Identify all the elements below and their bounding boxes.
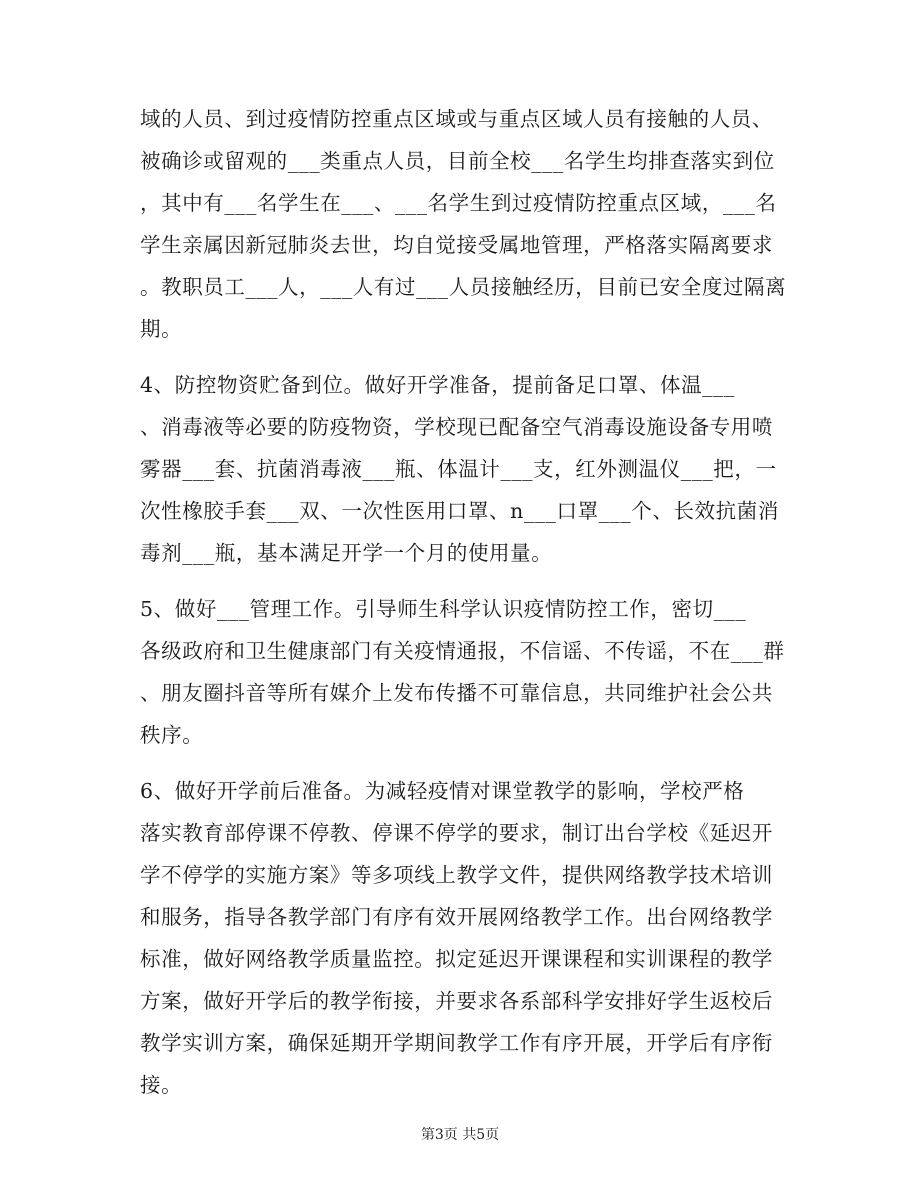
text-line: 秩序。 — [140, 723, 204, 747]
text-line: 标准，做好网络教学质量监控。拟定延迟开课课程和实训课程的教学 — [140, 947, 773, 971]
text-line: 被确诊或留观的___类重点人员，目前全校___名学生均排查落实到位 — [140, 149, 775, 173]
text-line: 雾器___套、抗菌消毒液___瓶、体温计___支，红外测温仪___把，一 — [140, 457, 777, 481]
paragraph — [140, 98, 787, 350]
text-line: 接。 — [140, 1073, 183, 1097]
text-line: 各级政府和卫生健康部门有关疫情通报，不信谣、不传谣，不在___群 — [140, 639, 785, 663]
text-line: 学不停学的实施方案》等多项线上教学文件，提供网络教学技术培训 — [140, 863, 773, 887]
text-line: 6、做好开学前后准备。为减轻疫情对课堂教学的影响，学校严格 — [140, 779, 745, 803]
text-line: 4、防控物资贮备到位。做好开学准备，提前备足口罩、体温___ — [140, 373, 735, 397]
text-line: 学生亲属因新冠肺炎去世，均自觉接受属地管理，严格落实隔离要求 — [140, 233, 773, 257]
text-line: 教学实训方案，确保延期开学期间教学工作有序开展，开学后有序衔 — [140, 1031, 773, 1055]
text-line: ，其中有___名学生在___、___名学生到过疫情防控重点区域，___名 — [140, 191, 777, 215]
paragraph — [140, 588, 785, 756]
text-line: 域的人员、到过疫情防控重点区域或与重点区域人员有接触的人员、 — [140, 107, 773, 131]
text-line: 、消毒液等必要的防疫物资，学校现已配备空气消毒设施设备专用喷 — [140, 415, 773, 439]
text-line: 次性橡胶手套___双、一次性医用口罩、n___口罩___个、长效抗菌消 — [140, 499, 779, 523]
text-line: 。教职员工___人，___人有过___人员接触经历，目前已安全度过隔离 — [140, 275, 787, 299]
text-line: 落实教育部停课不停教、停课不停学的要求，制订出台学校《延迟开 — [140, 821, 773, 845]
text-line: 、朋友圈抖音等所有媒介上发布传播不可靠信息，共同维护社会公共 — [140, 681, 773, 705]
paragraph — [140, 364, 780, 574]
text-line: 方案，做好开学后的教学衔接，并要求各系部科学安排好学生返校后 — [140, 989, 773, 1013]
text-line: 期。 — [140, 317, 183, 341]
paragraph-gap — [140, 574, 780, 588]
paragraph-gap — [140, 350, 780, 364]
paragraph — [140, 770, 780, 1106]
text-line: 毒剂___瓶，基本满足开学一个月的使用量。 — [140, 541, 553, 565]
document-body — [140, 98, 787, 1106]
text-line: 5、做好___管理工作。引导师生科学认识疫情防控工作，密切___ — [140, 597, 747, 621]
paragraph-gap — [140, 756, 780, 770]
text-line: 和服务，指导各教学部门有序有效开展网络教学工作。出台网络教学 — [140, 905, 773, 929]
page-footer: 第3页 共5页 — [420, 1127, 500, 1143]
